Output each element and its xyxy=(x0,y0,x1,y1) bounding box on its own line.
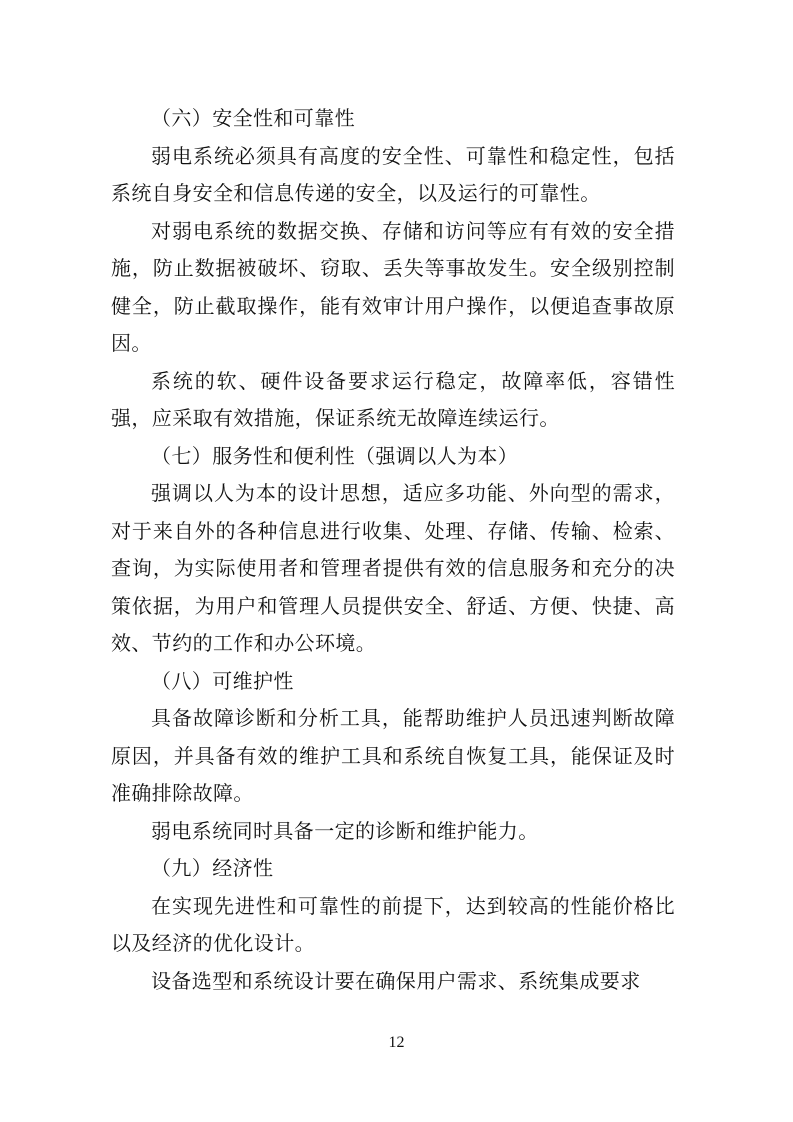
paragraph: 系统的软、硬件设备要求运行稳定，故障率低，容错性强，应采取有效措施，保证系统无故障连续运行。 xyxy=(111,368,675,430)
paragraph: 对弱电系统的数据交换、存储和访问等应有有效的安全措施，防止数据被破坏、窃取、丢失等事故发生。安全级别控制健全，防止截取操作，能有效审计用户操作，以便追查事故原因。 xyxy=(111,218,675,355)
paragraph: 设备选型和系统设计要在确保用户需求、系统集成要求 xyxy=(151,968,641,993)
page-number: 12 xyxy=(388,1034,405,1051)
paragraph: 弱电系统同时具备一定的诊断和维护能力。 xyxy=(151,818,539,843)
section-heading-eight: （八）可维护性 xyxy=(151,668,294,693)
paragraph: 弱电系统必须具有高度的安全性、可靠性和稳定性，包括系统自身安全和信息传递的安全，以及运行的可靠性。 xyxy=(111,143,675,205)
paragraph: 在实现先进性和可靠性的前提下，达到较高的性能价格比以及经济的优化设计。 xyxy=(111,893,675,955)
paragraph: 强调以人为本的设计思想，适应多功能、外向型的需求，对于来自外的各种信息进行收集、处理、存储、传输、检索、查询，为实际使用者和管理者提供有效的信息服务和充分的决策依据，为用户和管理人员提供安全、舒适、方便、快捷、高效、节约的工作和办公环境。 xyxy=(111,481,675,655)
section-heading-seven: （七）服务性和便利性（强调以人为本） xyxy=(151,443,519,468)
section-heading-nine: （九）经济性 xyxy=(151,856,274,880)
body-text xyxy=(111,100,675,1000)
paragraph: 具备故障诊断和分析工具，能帮助维护人员迅速判断故障原因，并具备有效的维护工具和系统自恢复工具，能保证及时准确排除故障。 xyxy=(111,706,675,805)
section-heading-six: （六）安全性和可靠性 xyxy=(151,106,355,130)
